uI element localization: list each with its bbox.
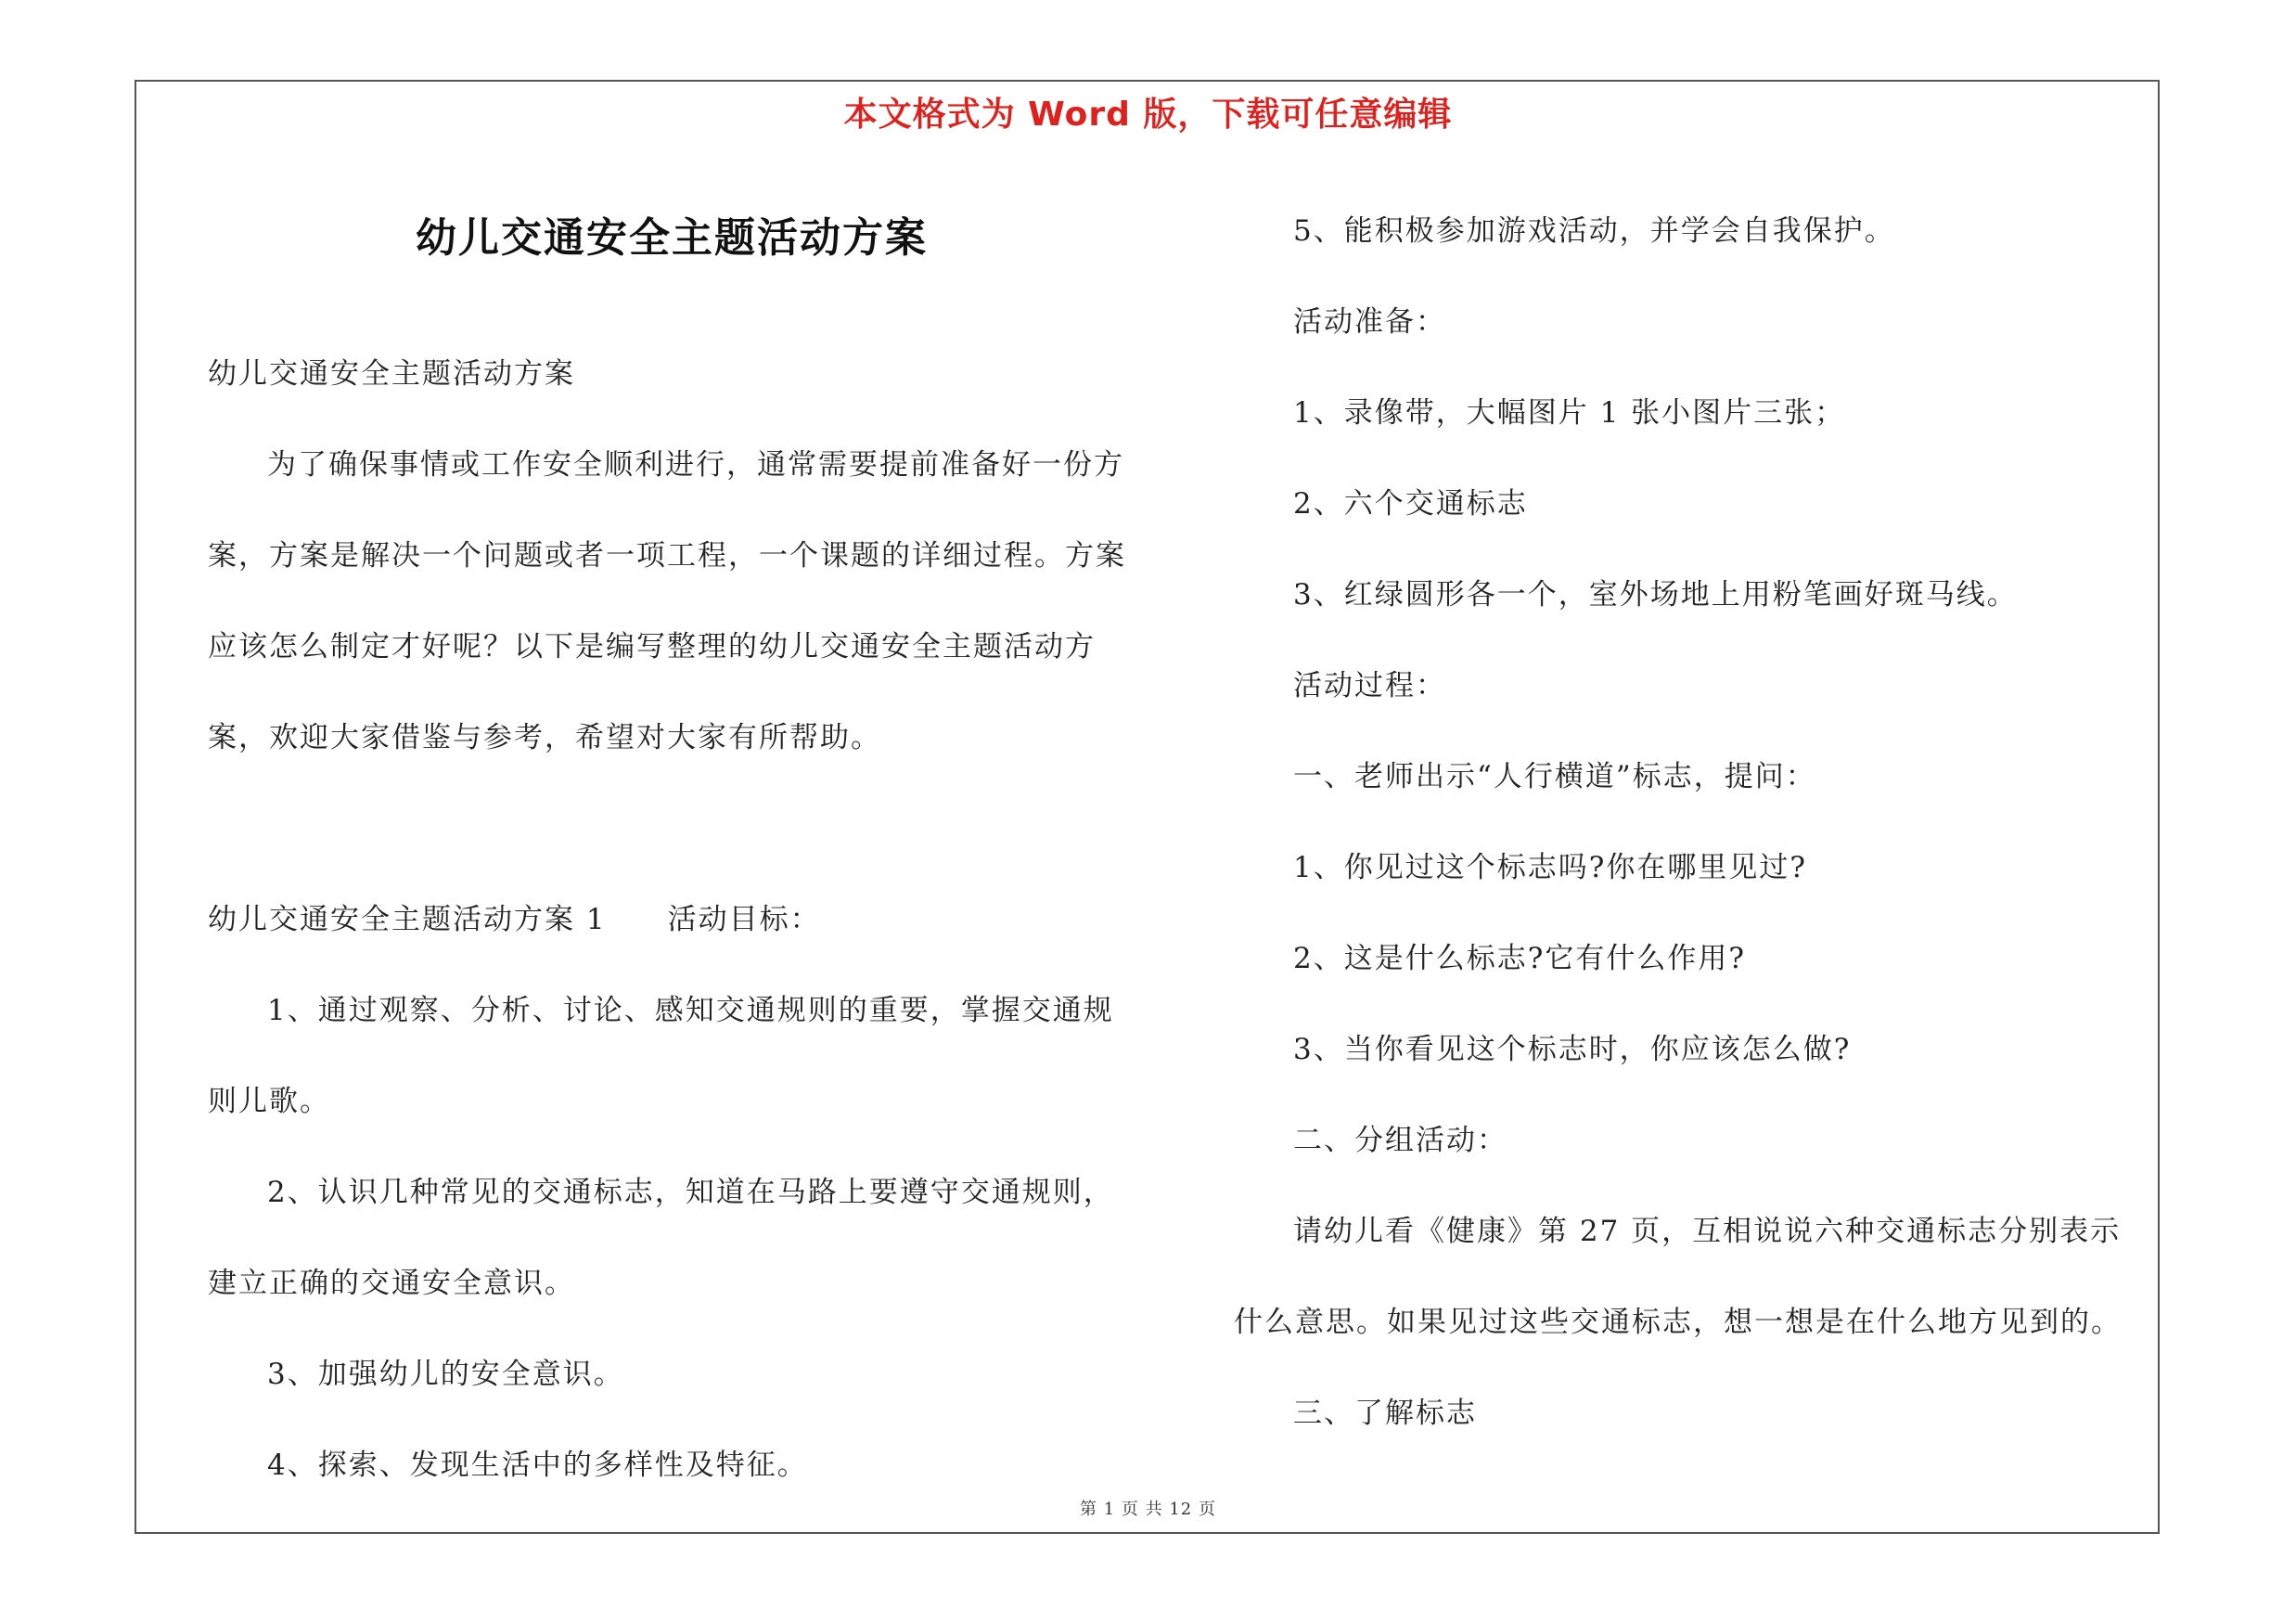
list-item: 2、这是什么标志?它有什么作用?: [1293, 942, 1746, 975]
paragraph: 幼儿交通安全主题活动方案: [208, 357, 575, 391]
paragraph: 为了确保事情或工作安全顺利进行，通常需要提前准备好一份方案，方案是解决一个问题或者一项工程，一个课题的详细过程。方案应该怎么制定才好呢？以下是编写整理的幼儿交通安全主题活动方案，欢迎大家借鉴与参考，希望对大家有所帮助。: [208, 448, 1126, 754]
list-item: 3、红绿圆形各一个，室外场地上用粉笔画好斑马线。: [1293, 578, 2018, 612]
right-column: [1234, 186, 2148, 1459]
paragraph: 请幼儿看《健康》第 27 页，互相说说六种交通标志分别表示什么意思。如果见过这些交通标志，想一想是在什么地方见到的。: [1234, 1215, 2122, 1339]
list-item: 1、通过观察、分析、讨论、感知交通规则的重要，掌握交通规则儿歌。: [208, 994, 1114, 1118]
format-banner: 本文格式为 Word 版，下载可任意编辑: [843, 96, 1453, 134]
left-column: [208, 328, 1135, 1511]
section-heading: 活动准备：: [1293, 305, 1446, 339]
list-item: 5、能积极参加游戏活动，并学会自我保护。: [1293, 214, 1895, 248]
blank-line: [208, 783, 1135, 874]
page-footer: 第 1 页 共 12 页: [1080, 1500, 1216, 1519]
list-item: 3、加强幼儿的安全意识。: [267, 1358, 624, 1391]
section-heading: 活动过程：: [1293, 669, 1446, 702]
section-heading: 三、了解标志: [1293, 1397, 1477, 1430]
list-item: 1、你见过这个标志吗?你在哪里见过?: [1293, 851, 1807, 884]
section-heading: 幼儿交通安全主题活动方案 1 活动目标：: [208, 903, 821, 936]
document-title: 幼儿交通安全主题活动方案: [416, 214, 928, 262]
section-heading: 二、分组活动：: [1293, 1124, 1507, 1157]
list-item: 4、探索、发现生活中的多样性及特征。: [267, 1449, 808, 1482]
list-item: 2、六个交通标志: [1293, 487, 1528, 521]
list-item: 3、当你看见这个标志时，你应该怎么做?: [1293, 1033, 1852, 1066]
list-item: 1、录像带，大幅图片 1 张小图片三张；: [1293, 396, 1846, 430]
list-item: 一、老师出示“人行横道”标志，提问：: [1293, 760, 1816, 793]
list-item: 2、认识几种常见的交通标志，知道在马路上要遵守交通规则，建立正确的交通安全意识。: [208, 1176, 1114, 1300]
